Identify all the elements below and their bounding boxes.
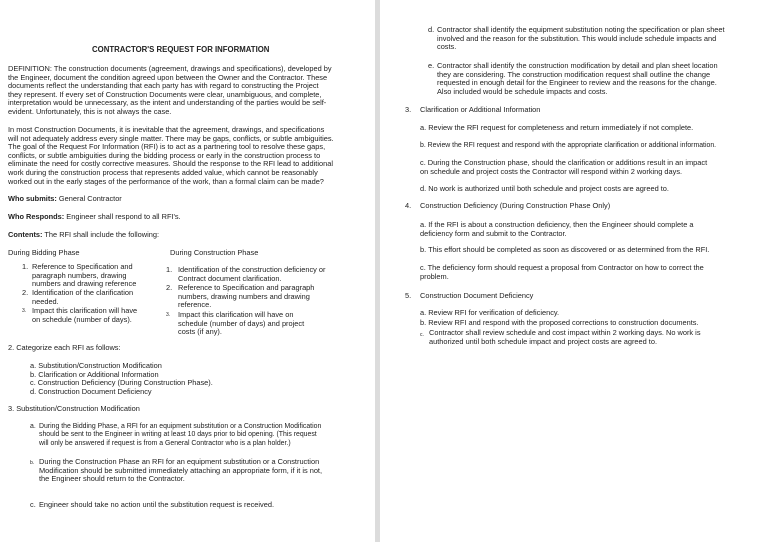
- list-item: Impact this clarification will have on schedule (number of days).: [32, 306, 138, 324]
- list-marker: 2.: [22, 288, 29, 297]
- list-marker: 1.: [166, 265, 173, 274]
- list-item: Identification of the clarification needed.: [32, 288, 134, 306]
- bidding-phase-heading: During Bidding Phase: [8, 248, 80, 257]
- section-4-title: Construction Deficiency (During Construction Phase Only): [420, 201, 611, 210]
- list-marker: 3.: [166, 312, 171, 318]
- list-item: a. Review RFI for verification of deficiency.: [420, 308, 560, 317]
- list-item: Contractor shall review schedule and cost impact within 2 working days. No work is authorized until both schedule impact and project costs are agreed to.: [429, 328, 701, 346]
- list-marker: 1.: [22, 262, 29, 271]
- intro-paragraph: In most Construction Documents, it is inevitable that the agreement, drawings, and specifications will not adequately address every single matter. There may be gaps, conflicts, or subtle ambiguities. The goal of the Request For Information (RFI) is to act as a partnering tool to resolve these gaps, conflicts, or subtle ambiguities during the bidding process or early in the construction process to eliminate the need for costly corrective measures. Should the response to the RFI lead to additional work during the construction process that represents added value, which cannot be reasonably worked out in the early stages of the performance of the work, than a formal claim can be made?: [8, 125, 334, 186]
- who-submits-line: Who submits: General Contractor: [8, 194, 122, 203]
- list-item: c. During the Construction phase, should the clarification or additions result in an impact on schedule and project costs the Contractor will respond within 2 working days.: [420, 158, 708, 176]
- section-number: 3.: [405, 105, 412, 114]
- list-marker: d.: [428, 25, 435, 34]
- list-item: Contractor shall identify the construction modification by detail and plan sheet location they are considering. The construction modification request shall outline the change requested in enough detail for the Engineer to review and the reasons for the change. Also included would be schedule impacts and costs.: [437, 61, 718, 96]
- contents-line: Contents: The RFI shall include the following:: [8, 230, 160, 239]
- document-page-right: [380, 0, 768, 542]
- who-responds-line: Who Responds: Engineer shall respond to all RFI's.: [8, 212, 181, 221]
- list-item: Reference to Specification and paragraph numbers, drawing numbers and drawing reference.: [178, 283, 315, 310]
- section-3-heading: 3. Substitution/Construction Modification: [8, 404, 140, 413]
- list-item: Reference to Specification and paragraph numbers, drawing numbers and drawing reference: [32, 262, 137, 289]
- list-item: Engineer should take no action until the substitution request is received.: [39, 500, 275, 509]
- document-title: CONTRACTOR'S REQUEST FOR INFORMATION: [92, 45, 270, 54]
- list-item: c. The deficiency form should request a proposal from Contractor on how to correct the problem.: [420, 263, 704, 281]
- section-2-heading: 2. Categorize each RFI as follows:: [8, 343, 121, 352]
- list-item: a. If the RFI is about a construction deficiency, then the Engineer should complete a deficiency form and submit to the Contractor.: [420, 220, 694, 238]
- list-marker: 3.: [22, 308, 27, 314]
- list-item: Contractor shall identify the equipment substitution noting the specification or plan sheet involved and the reason for the substitution. This would include schedule impacts and costs.: [437, 25, 725, 52]
- list-item: b. Review the RFI request and respond with the appropriate clarification or additional information.: [420, 142, 717, 149]
- list-item: d. No work is authorized until both schedule and project costs are agreed to.: [420, 184, 669, 193]
- list-item: b. Review RFI and respond with the proposed corrections to construction documents.: [420, 318, 699, 327]
- list-marker: c.: [30, 500, 36, 509]
- list-marker: b.: [30, 460, 35, 466]
- list-item: During the Bidding Phase, a RFI for an equipment substitution or a Construction Modification should be sent to the Engineer in writing at least 10 days prior to bid opening. (This request will only be answered if request is from a General Contractor who is a plan holder.): [39, 423, 322, 447]
- section-5-title: Construction Document Deficiency: [420, 291, 534, 300]
- category-list: a. Substitution/Construction Modification b. Clarification or Additional Information c. Construction Deficiency (During Construction Phase). d. Construction Document Deficiency: [30, 361, 213, 396]
- list-marker: 2.: [166, 283, 173, 292]
- list-marker: c.: [420, 332, 424, 338]
- definition-paragraph: DEFINITION: The construction documents (agreement, drawings and specifications), developed by the Engineer, document the condition agreed upon between the Owner and the Contractor. These documents reflect the understanding that each party has with regard to constructing the Project they represent. If every set of Construction Documents were clear, unambiguous, and complete, interpretation would be unnecessary, as the intent and understanding of the parties would be self- evident. Unfortunately, this is not always the case.: [8, 64, 332, 116]
- construction-phase-heading: During Construction Phase: [170, 248, 259, 257]
- list-item: Identification of the construction deficiency or Contract document clarification.: [178, 265, 326, 283]
- list-item: During the Construction Phase an RFI for an equipment substitution or a Construction Modification should be submitted immediately attaching an appropriate form, if it is not, the Engineer should return to the Contractor.: [39, 457, 323, 484]
- list-marker: e.: [428, 61, 435, 70]
- document-page-left: [0, 0, 375, 542]
- section-3-title: Clarification or Additional Information: [420, 105, 541, 114]
- section-number: 5.: [405, 291, 412, 300]
- list-item: Impact this clarification will have on schedule (number of days) and project costs (if any).: [178, 310, 305, 337]
- list-item: b. This effort should be completed as soon as discovered or as determined from the RFI.: [420, 245, 710, 254]
- section-number: 4.: [405, 201, 412, 210]
- list-item: a. Review the RFI request for completeness and return immediately if not complete.: [420, 123, 694, 132]
- list-marker: a.: [30, 423, 36, 430]
